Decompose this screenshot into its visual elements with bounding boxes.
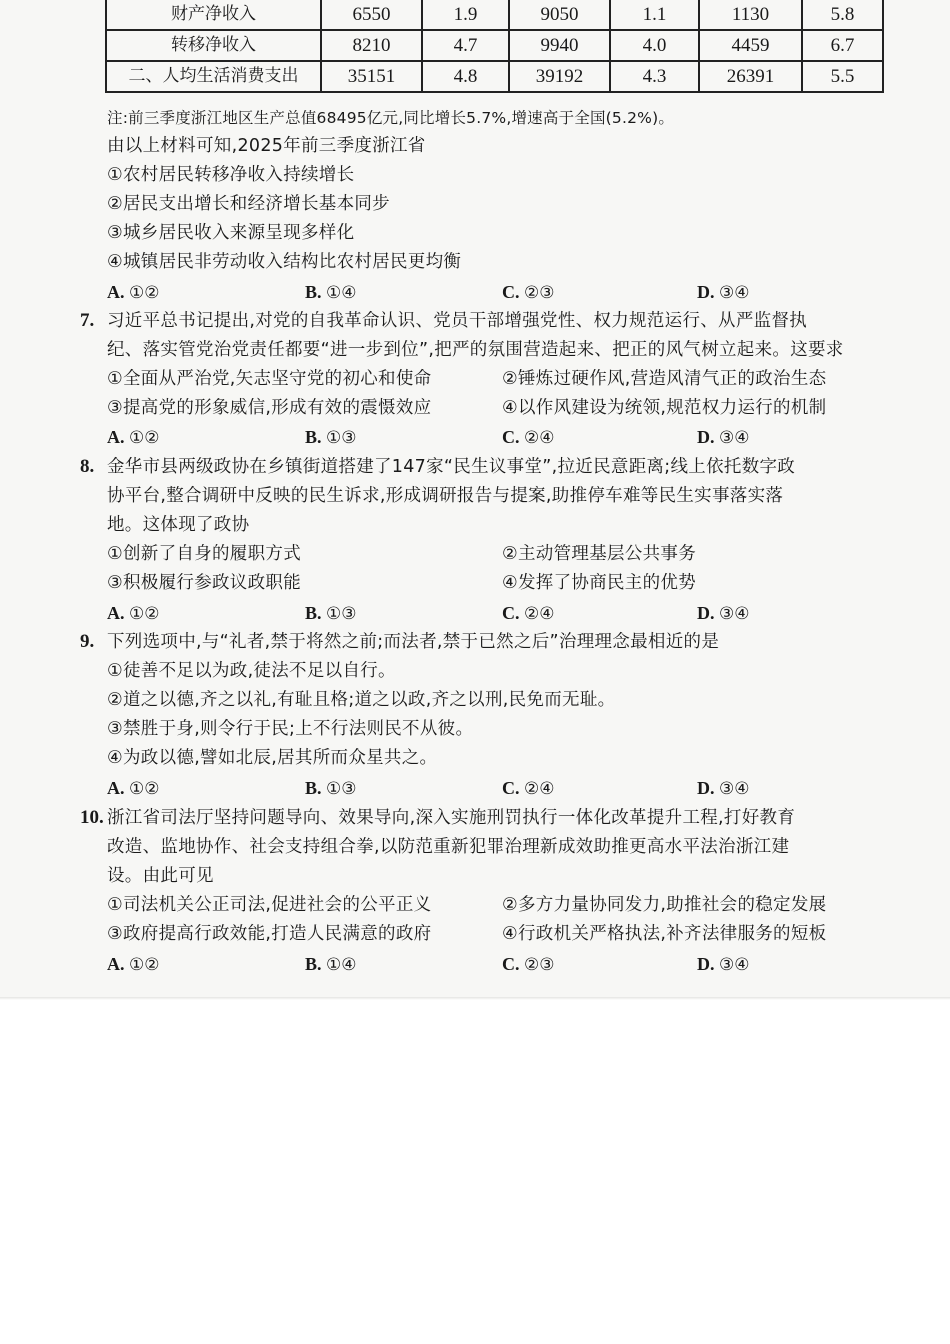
page-edge	[0, 997, 950, 1000]
cell: 4459	[699, 30, 802, 61]
cell: 4.8	[422, 61, 509, 92]
choice-value: ①③	[326, 779, 357, 799]
q10-choice-a[interactable]	[107, 952, 159, 977]
cell: 9050	[509, 0, 610, 30]
q7-item-1: ①全面从严治党,矢志坚守党的初心和使命	[107, 369, 432, 389]
q6-item-2: ②居民支出增长和经济增长基本同步	[107, 194, 390, 214]
q10-line-3: 设。由此可见	[107, 866, 214, 886]
choice-value: ②③	[524, 283, 555, 303]
q10-number: 10.	[80, 807, 104, 828]
choice-key: C.	[502, 427, 520, 447]
q9-choice-c[interactable]	[502, 776, 554, 801]
cell: 39192	[509, 61, 610, 92]
q9-choice-b[interactable]	[305, 776, 357, 801]
q8-number: 8.	[80, 456, 95, 477]
q10-choice-d[interactable]	[697, 952, 749, 977]
choice-key: A.	[107, 778, 125, 798]
q9-number: 9.	[80, 631, 95, 652]
q6-choice-d[interactable]	[697, 280, 749, 305]
q8-choice-c[interactable]	[502, 601, 554, 626]
choice-value: ①④	[326, 283, 357, 303]
cell: 35151	[321, 61, 422, 92]
q6-choice-b[interactable]	[305, 280, 357, 305]
cell: 5.5	[802, 61, 883, 92]
cell: 6550	[321, 0, 422, 30]
choice-value: ②④	[524, 779, 555, 799]
q9-choice-d[interactable]	[697, 776, 749, 801]
row-label: 二、人均生活消费支出	[106, 61, 321, 92]
q7-line-2: 纪、落实管党治党责任都要“进一步到位”,把严的氛围营造起来、把正的风气树立起来。这要求	[107, 340, 844, 360]
choice-value: ①②	[129, 428, 160, 448]
q10-choice-b[interactable]	[305, 952, 357, 977]
q7-choice-b[interactable]	[305, 425, 357, 450]
q8-choice-d[interactable]	[697, 601, 749, 626]
choice-value: ①④	[326, 955, 357, 975]
choice-value: ①②	[129, 604, 160, 624]
row-label: 财产净收入	[106, 0, 321, 30]
cell: 1.1	[610, 0, 699, 30]
q8-line-1: 金华市县两级政协在乡镇街道搭建了147家“民生议事堂”,拉近民意距离;线上依托数字政	[107, 457, 796, 477]
q8-item-3: ③积极履行参政议政职能	[107, 573, 301, 593]
q9-item-4: ④为政以德,譬如北辰,居其所而众星共之。	[107, 748, 438, 768]
q8-choice-a[interactable]	[107, 601, 159, 626]
choice-value: ③④	[719, 779, 750, 799]
choice-key: C.	[502, 778, 520, 798]
q9-line-1: 下列选项中,与“礼者,禁于将然之前;而法者,禁于已然之后”治理理念最相近的是	[107, 632, 720, 652]
cell: 1.9	[422, 0, 509, 30]
cell: 1130	[699, 0, 802, 30]
choice-key: A.	[107, 282, 125, 302]
cell: 5.8	[802, 0, 883, 30]
cell: 8210	[321, 30, 422, 61]
income-table	[105, 0, 884, 93]
cell: 4.3	[610, 61, 699, 92]
cell: 6.7	[802, 30, 883, 61]
table-row	[106, 61, 883, 92]
q10-line-1: 浙江省司法厅坚持问题导向、效果导向,深入实施刑罚执行一体化改革提升工程,打好教育	[107, 808, 796, 828]
table-row	[106, 0, 883, 30]
table-note: 注:前三季度浙江地区生产总值68495亿元,同比增长5.7%,增速高于全国(5.2%)。	[107, 109, 675, 127]
q10-choice-c[interactable]	[502, 952, 554, 977]
choice-key: B.	[305, 778, 322, 798]
q7-line-1: 习近平总书记提出,对党的自我革命认识、党员干部增强党性、权力规范运行、从严监督执	[107, 311, 808, 331]
choice-value: ①②	[129, 955, 160, 975]
q9-item-2: ②道之以德,齐之以礼,有耻且格;道之以政,齐之以刑,民免而无耻。	[107, 690, 616, 710]
choice-value: ①②	[129, 779, 160, 799]
q7-item-4: ④以作风建设为统领,规范权力运行的机制	[502, 398, 827, 418]
choice-value: ③④	[719, 428, 750, 448]
choice-key: B.	[305, 427, 322, 447]
q8-item-1: ①创新了自身的履职方式	[107, 544, 301, 564]
q9-choice-a[interactable]	[107, 776, 159, 801]
q6-item-1: ①农村居民转移净收入持续增长	[107, 165, 355, 185]
q10-item-3: ③政府提高行政效能,打造人民满意的政府	[107, 924, 432, 944]
cell: 4.0	[610, 30, 699, 61]
q6-choice-c[interactable]	[502, 280, 554, 305]
q8-item-4: ④发挥了协商民主的优势	[502, 573, 696, 593]
choice-value: ③④	[719, 955, 750, 975]
q6-choice-a[interactable]	[107, 280, 159, 305]
choice-key: C.	[502, 282, 520, 302]
choice-value: ③④	[719, 604, 750, 624]
choice-key: D.	[697, 282, 715, 302]
cell: 4.7	[422, 30, 509, 61]
choice-value: ②④	[524, 428, 555, 448]
q6-item-3: ③城乡居民收入来源呈现多样化	[107, 223, 355, 243]
choice-key: A.	[107, 954, 125, 974]
q9-item-1: ①徒善不足以为政,徒法不足以自行。	[107, 661, 396, 681]
choice-key: C.	[502, 603, 520, 623]
q10-item-2: ②多方力量协同发力,助推社会的稳定发展	[502, 895, 827, 915]
row-label: 转移净收入	[106, 30, 321, 61]
q6-item-4: ④城镇居民非劳动收入结构比农村居民更均衡	[107, 252, 462, 272]
table-row	[106, 30, 883, 61]
q8-line-3: 地。这体现了政协	[107, 515, 250, 535]
choice-key: D.	[697, 603, 715, 623]
q7-choice-a[interactable]	[107, 425, 159, 450]
choice-key: A.	[107, 427, 125, 447]
choice-value: ①③	[326, 428, 357, 448]
choice-key: B.	[305, 603, 322, 623]
q7-choice-c[interactable]	[502, 425, 554, 450]
choice-value: ①③	[326, 604, 357, 624]
q7-item-3: ③提高党的形象威信,形成有效的震慑效应	[107, 398, 432, 418]
q10-item-1: ①司法机关公正司法,促进社会的公平正义	[107, 895, 432, 915]
q7-choice-d[interactable]	[697, 425, 749, 450]
choice-key: A.	[107, 603, 125, 623]
choice-key: B.	[305, 954, 322, 974]
cell: 26391	[699, 61, 802, 92]
choice-value: ③④	[719, 283, 750, 303]
cell: 9940	[509, 30, 610, 61]
q7-item-2: ②锤炼过硬作风,营造风清气正的政治生态	[502, 369, 827, 389]
choice-key: B.	[305, 282, 322, 302]
choice-value: ②④	[524, 604, 555, 624]
q10-line-2: 改造、监地协作、社会支持组合拳,以防范重新犯罪治理新成效助推更高水平法治浙江建	[107, 837, 790, 857]
q8-item-2: ②主动管理基层公共事务	[502, 544, 696, 564]
choice-key: D.	[697, 778, 715, 798]
choice-value: ②③	[524, 955, 555, 975]
q9-item-3: ③禁胜于身,则令行于民;上不行法则民不从彼。	[107, 719, 474, 739]
q8-line-2: 协平台,整合调研中反映的民生诉求,形成调研报告与提案,助推停车难等民生实事落实落	[107, 486, 784, 506]
q10-item-4: ④行政机关严格执法,补齐法律服务的短板	[502, 924, 827, 944]
choice-key: D.	[697, 954, 715, 974]
q8-choice-b[interactable]	[305, 601, 357, 626]
q7-number: 7.	[80, 310, 95, 331]
choice-key: D.	[697, 427, 715, 447]
choice-key: C.	[502, 954, 520, 974]
choice-value: ①②	[129, 283, 160, 303]
q6-stem: 由以上材料可知,2025年前三季度浙江省	[107, 136, 426, 156]
